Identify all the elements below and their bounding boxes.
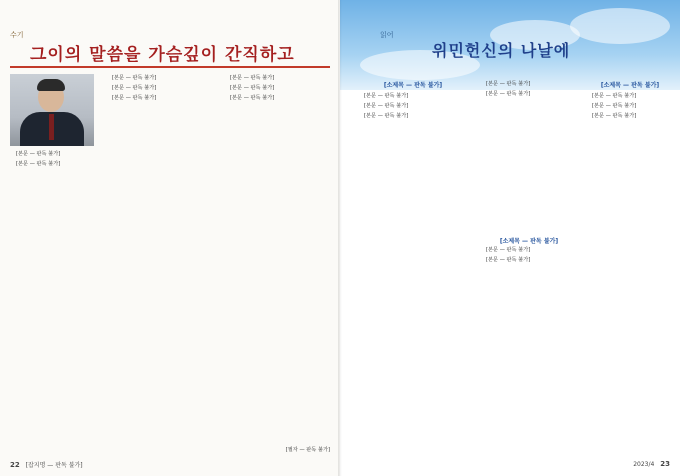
paragraph: [본문 — 판독 불가] — [486, 81, 531, 87]
paragraph: [본문 — 판독 불가] — [364, 113, 409, 119]
paragraph: [본문 — 판독 불가] — [486, 247, 531, 253]
page-number: 23 — [660, 460, 670, 468]
paragraph: [본문 — 판독 불가] — [592, 113, 637, 119]
body-column-3 — [586, 92, 674, 462]
right-page — [340, 0, 680, 476]
paragraph: [본문 — 판독 불가] — [112, 95, 157, 101]
book-gutter — [338, 0, 342, 476]
paragraph: [본문 — 판독 불가] — [230, 75, 275, 81]
paragraph: [본문 — 판독 불가] — [230, 95, 275, 101]
issue-date: 2023/4 — [633, 461, 655, 468]
paragraph: [본문 — 판독 불가] — [592, 93, 637, 99]
page-number: 22 — [10, 461, 20, 469]
author-photo — [10, 74, 94, 146]
body-column-2 — [480, 80, 578, 230]
section-tag: 읽어 — [380, 31, 394, 39]
paragraph: [본문 — 판독 불가] — [112, 85, 157, 91]
article-title: 그이의 말씀을 가슴깊이 간직하고 — [30, 45, 295, 65]
body-column-1 — [10, 150, 96, 450]
paragraph: [본문 — 판독 불가] — [486, 257, 531, 263]
article-title: 위민헌신의 나날에 — [432, 41, 571, 60]
body-column-3 — [224, 74, 330, 462]
subheading: [소제목 — 판독 불가] — [600, 82, 660, 89]
section-tag: 수기 — [10, 31, 24, 39]
paragraph: [본문 — 판독 불가] — [486, 91, 531, 97]
paragraph: [본문 — 판독 불가] — [364, 103, 409, 109]
paragraph: [본문 — 판독 불가] — [112, 75, 157, 81]
page-footer-right — [633, 460, 670, 468]
paragraph: [본문 — 판독 불가] — [364, 93, 409, 99]
paragraph: [본문 — 판독 불가] — [16, 161, 61, 167]
paragraph: [본문 — 판독 불가] — [592, 103, 637, 109]
paragraph: [본문 — 판독 불가] — [16, 151, 61, 157]
body-column-2b — [480, 246, 578, 460]
title-rule — [10, 66, 330, 68]
body-column-1 — [358, 92, 468, 462]
paragraph: [본문 — 판독 불가] — [230, 85, 275, 91]
subheading: [소제목 — 판독 불가] — [499, 238, 559, 245]
magazine-name: [잡지명 — 판독 불가] — [25, 462, 83, 469]
page-footer-left — [10, 460, 83, 469]
byline: [필자 — 판독 불가] — [285, 447, 330, 453]
subheading: [소제목 — 판독 불가] — [383, 82, 443, 89]
body-column-2 — [106, 74, 214, 462]
